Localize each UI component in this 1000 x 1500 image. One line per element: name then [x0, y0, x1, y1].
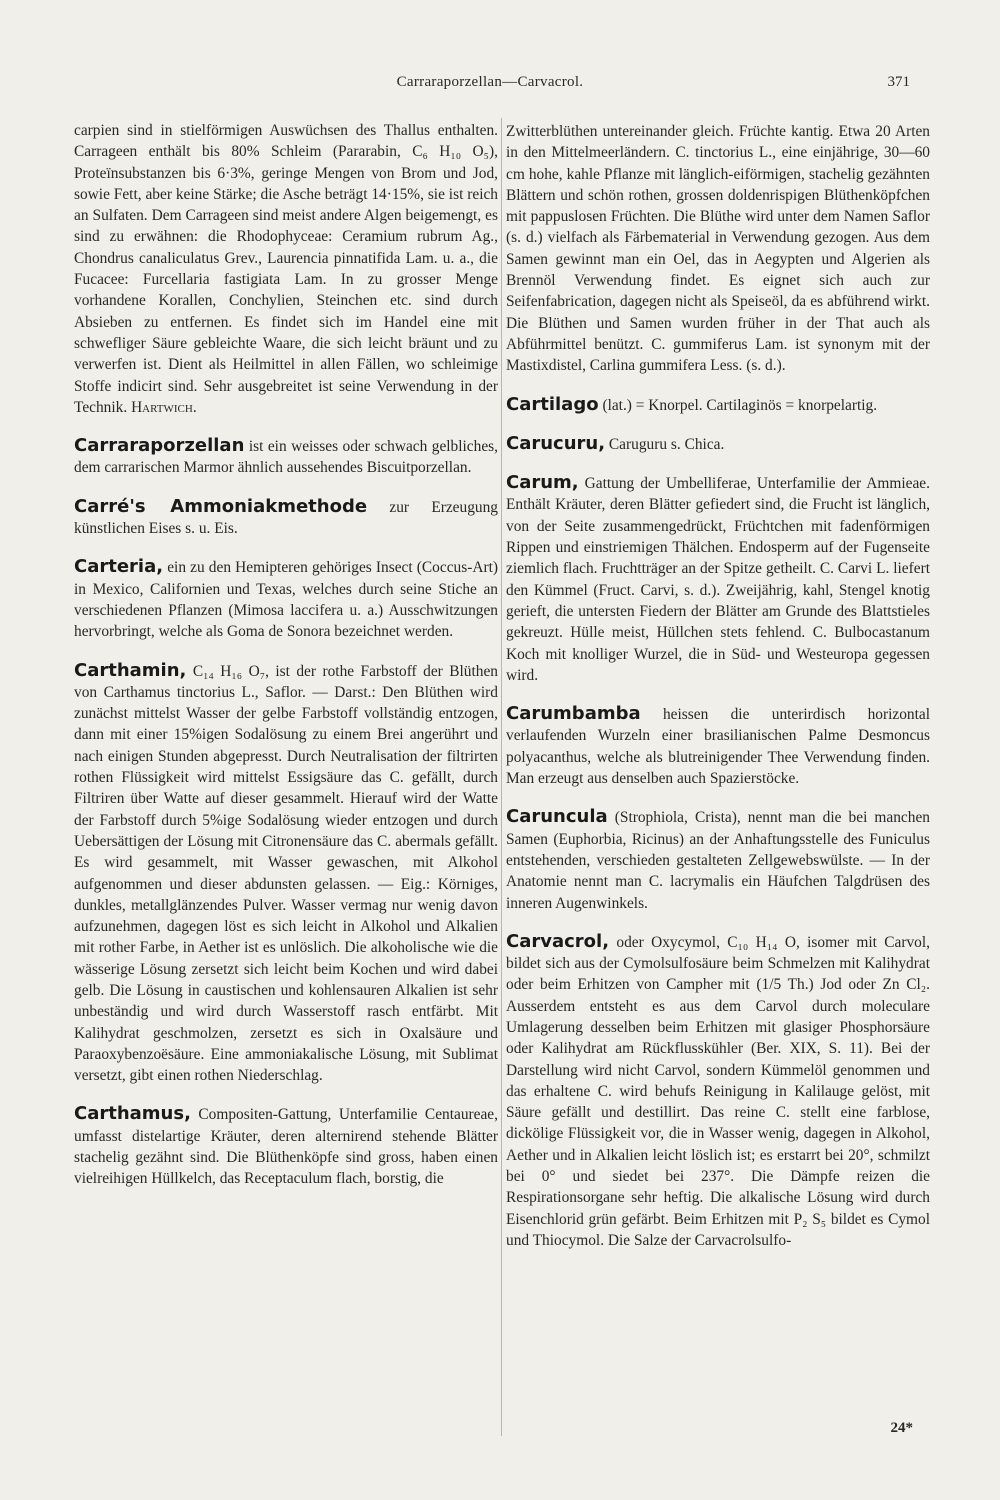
- entry-text: (lat.) = Knorpel. Cartilaginös = knorpelartig.: [602, 396, 878, 414]
- headword: Carucuru,: [506, 432, 606, 454]
- entry-carumbamba: [506, 703, 930, 789]
- left-column: [74, 120, 498, 1190]
- continuation-text: carpien sind in stielförmigen Auswüchsen des Thallus enthalten. Carrageen enthält bis 80% Schleim (Pararabin, C₆ H₁₀ O₅), Proteïnsubstanzen bis 6·3%, geringe Mengen von Brom und Jod, sowie Fett, aber keine Stärke; die Asche beträgt 14·15%, sie ist reich an Sulfaten. Dem Carrageen sind meist andere Algen beigemengt, es sind zu erwähnen: die Rhodophyceae: Ceramium rubrum Ag., Chondrus canaliculatus Grev., Laurencia pinnatifida Lam. u. a., die Fucacee: Furcellaria fastigiata Lam. In zu grosser Menge vorhandene Korallen, Conchylien, Steinchen etc. sind durch Absieben zu entfernen. Es findet sich im Handel eine mit schwefliger Säure gebleichte Waare, die sich leicht bräunt und zu verwerfen ist. Dient als Heilmittel in allen Fällen, wo schleimige Stoffe indicirt sind. Sehr ausgebreitet ist seine Verwendung in der Technik.: [74, 122, 498, 416]
- entry-carucuru: [506, 433, 930, 455]
- entry-carvacrol: [506, 931, 930, 1251]
- page-number: 371: [887, 74, 910, 90]
- entry-continuation: [74, 120, 498, 418]
- entry-carthamin: [74, 660, 498, 1087]
- headword: Cartilago: [506, 393, 599, 415]
- entry-text: ist ein weisses oder schwach gelbliches, dem carrarischen Marmor ähnlich aussehendes Biscuitporzellan.: [74, 438, 498, 477]
- entry-text: oder Oxycymol, C₁₀ H₁₄ O, isomer mit Carvol, bildet sich aus der Cymolsulfosäure beim Schmelzen mit Kalihydrat oder beim Erhitzen von Campher mit (1/5 Th.) Jod oder Zn Cl₂. Ausserdem entsteht es aus dem Carvol durch moleculare Umlagerung desselben beim Erhitzen mit glasiger Phosphorsäure oder Kalihydrat am Rückflusskühler (Ber. XIX, S. 11). Bei der Darstellung wird nicht Carvol, sondern Kümmelöl genommen und das erhaltene C. wird behufs Reinigung in Kalilauge gelöst, mit Säure gefällt und destillirt. Das reine C. stellt eine farblose, dickölige Flüssigkeit vor, die in Wasser wenig, dagegen in Alkohol, Aether und in Alkalien leicht löslich ist; es erstarrt bei 20°, schmilzt bei 0° und siedet bei 237°. Die Dämpfe reizen die Respirationsorgane sehr heftig. Die alkalische Lösung wird durch Eisenchlorid grün gefärbt. Beim Erhitzen mit P₂ S₅ bildet es Cymol und Thiocymol. Die Salze der Carvacrolsulfo-: [506, 933, 930, 1249]
- entry-carteria: [74, 556, 498, 642]
- column-divider: [501, 118, 502, 1436]
- entry-text: (Strophiola, Crista), nennt man die bei manchen Samen (Euphorbia, Ricinus) an der Anhaftungsstelle des Funiculus entstehenden, verschieden gestalteten Zellgewebswülste. — In der Anatomie nennt man C. lacrymalis ein Häufchen Talgdrüsen des inneren Augenwinkels.: [506, 809, 930, 912]
- entry-carum: [506, 472, 930, 686]
- right-column: [506, 121, 930, 1251]
- headword: Caruncula: [506, 806, 608, 828]
- headword: Carré's Ammoniakmethode: [74, 495, 368, 517]
- entry-text: Gattung der Umbelliferae, Unterfamilie der Ammieae. Enthält Kräuter, deren Blätter gefiedert sind, die Frucht ist länglich, von der Seite zusammengedrückt, Früchtchen mit fadenförmigen Rippen und einstriemigen Thälchen. Endosperm auf der Fugenseite ziemlich flach. Fruchtträger an der Spitze getheilt. C. Carvi L. liefert den Kümmel (Fruct. Carvi, s. d.). Zweijährig, kahl, Stengel knotig gerieft, die untersten Fiedern der Blätter am Grunde des Blattstieles gekreuzt. Hülle meist, Hüllchen stets fehlend. C. Bulbocastanum Koch mit knolliger Wurzel, die in Süd- und Westeuropa gegessen wird.: [506, 475, 930, 684]
- entry-cartilago: [506, 394, 930, 416]
- entry-text: C₁₄ H₁₆ O₇, ist der rothe Farbstoff der Blüthen von Carthamus tinctorius L., Saflor. — Darst.: Den Blüthen wird zunächst mittelst Wasser der gelbe Farbstoff vollständig entzogen, dann mit einer 15%igen Sodalösung zu einem Brei angerührt und nach einigen Stunden abgepresst. Durch Neutralisation der filtrirten rothen Flüssigkeit wird mittelst Essigsäure das C. gefällt, durch Filtriren über Watte auf dieser gesammelt. Hierauf wird der Watte der Farbstoff durch 5%ige Sodalösung wieder entzogen und durch Uebersättigen der Lösung mit Citronensäure das C. abermals gefällt. Es wird gesammelt, mit Wasser gewaschen, mit Alkohol aufgenommen und dieser abdunsten gelassen. — Eig.: Körniges, dunkles, metallglänzendes Pulver. Wasser vermag nur wenig davon aufzunehmen, dagegen löst es sich leicht in Alkohol und Alkalien mit rother Farbe, in Aether ist es unlöslich. Die alkoholische wie die wässerige Lösung zersetzt sich leicht beim Kochen und wird dabei gelb. Die Lösung in caustischen und kohlensauren Alkalien ist sehr unbeständig und wird durch Wasserstoff rasch entfärbt. Mit Kalihydrat geschmolzen, zersetzt es sich in Oxalsäure und Paraoxybenzoësäure. Eine ammoniakalische Lösung, mit Sublimat versetzt, gibt einen rothen Niederschlag.: [74, 662, 498, 1085]
- headword: Carteria,: [74, 556, 164, 578]
- entry-carthamus: [74, 1103, 498, 1189]
- entry-text: zur Erzeugung künstlichen Eises s. u. Eis.: [74, 498, 498, 538]
- headword: Carumbamba: [506, 703, 641, 725]
- running-header: [70, 74, 910, 94]
- continuation-text: Zwitterblüthen untereinander gleich. Früchte kantig. Etwa 20 Arten in den Mittelmeerländern. C. tinctorius L., eine einjährige, 30—60 cm hohe, kahle Pflanze mit länglich-eiförmigen, stachelig gezähnten Blättern und schön rothen, grossen doldenrispigen Blüthenköpfchen mit pappuslosen Früchten. Die Blüthe wird unter dem Namen Saflor (s. d.) vielfach als Färbematerial in Verwendung gezogen. Aus dem Samen gewinnt man ein Oel, das in Aegypten und Algerien als Brennöl Verwendung findet. Es eignet sich auch zur Seifenfabrication, dagegen nicht als Speiseöl, da es abführend wirkt. Die Blüthen und Samen wurden früher in der That auch als Abführmittel benützt. C. gummiferus Lam. ist synonym mit der Mastixdistel, Carlina gummifera Less. (s. d.).: [506, 123, 930, 375]
- entry-text: ein zu den Hemipteren gehöriges Insect (Coccus-Art) in Mexico, Californien und Texas, welches durch seine Stiche an verschiedenen Pflanzen (Mimosa laccifera u. a.) Ausschwitzungen hervorbringt, welche als Goma de Sonora bezeichnet werden.: [74, 559, 498, 641]
- headword: Carthamin,: [74, 659, 187, 681]
- signature-mark: 24*: [890, 1420, 913, 1436]
- headword: Carvacrol,: [506, 930, 610, 952]
- headword: Carthamus,: [74, 1103, 191, 1125]
- entry-carre-ammoniakmethode: [74, 496, 498, 540]
- entry-text: Caruguru s. Chica.: [608, 435, 725, 453]
- headword: Carraraporzellan: [74, 435, 245, 457]
- author-signature: Hartwich.: [131, 398, 197, 416]
- entry-carraraporzellan: [74, 435, 498, 479]
- entry-text: Compositen-Gattung, Unterfamilie Centaureae, umfasst distelartige Kräuter, deren alternirend stehende Blätter stachelig gezähnt sind. Die Blüthenköpfe sind gross, haben einen vielreihigen Hüllkelch, das Receptaculum flach, borstig, die: [74, 1106, 498, 1188]
- running-title: Carraraporzellan—Carvacrol.: [396, 74, 584, 90]
- entry-continuation: [506, 121, 930, 377]
- entry-text: heissen die unterirdisch horizontal verlaufenden Wurzeln einer brasilianischen Palme Desmoncus polyacanthus, welche als blutreinigender Thee Verwendung finden. Man erzeugt aus denselben auch Spazierstöcke.: [506, 706, 930, 788]
- entry-caruncula: [506, 806, 930, 913]
- headword: Carum,: [506, 472, 579, 494]
